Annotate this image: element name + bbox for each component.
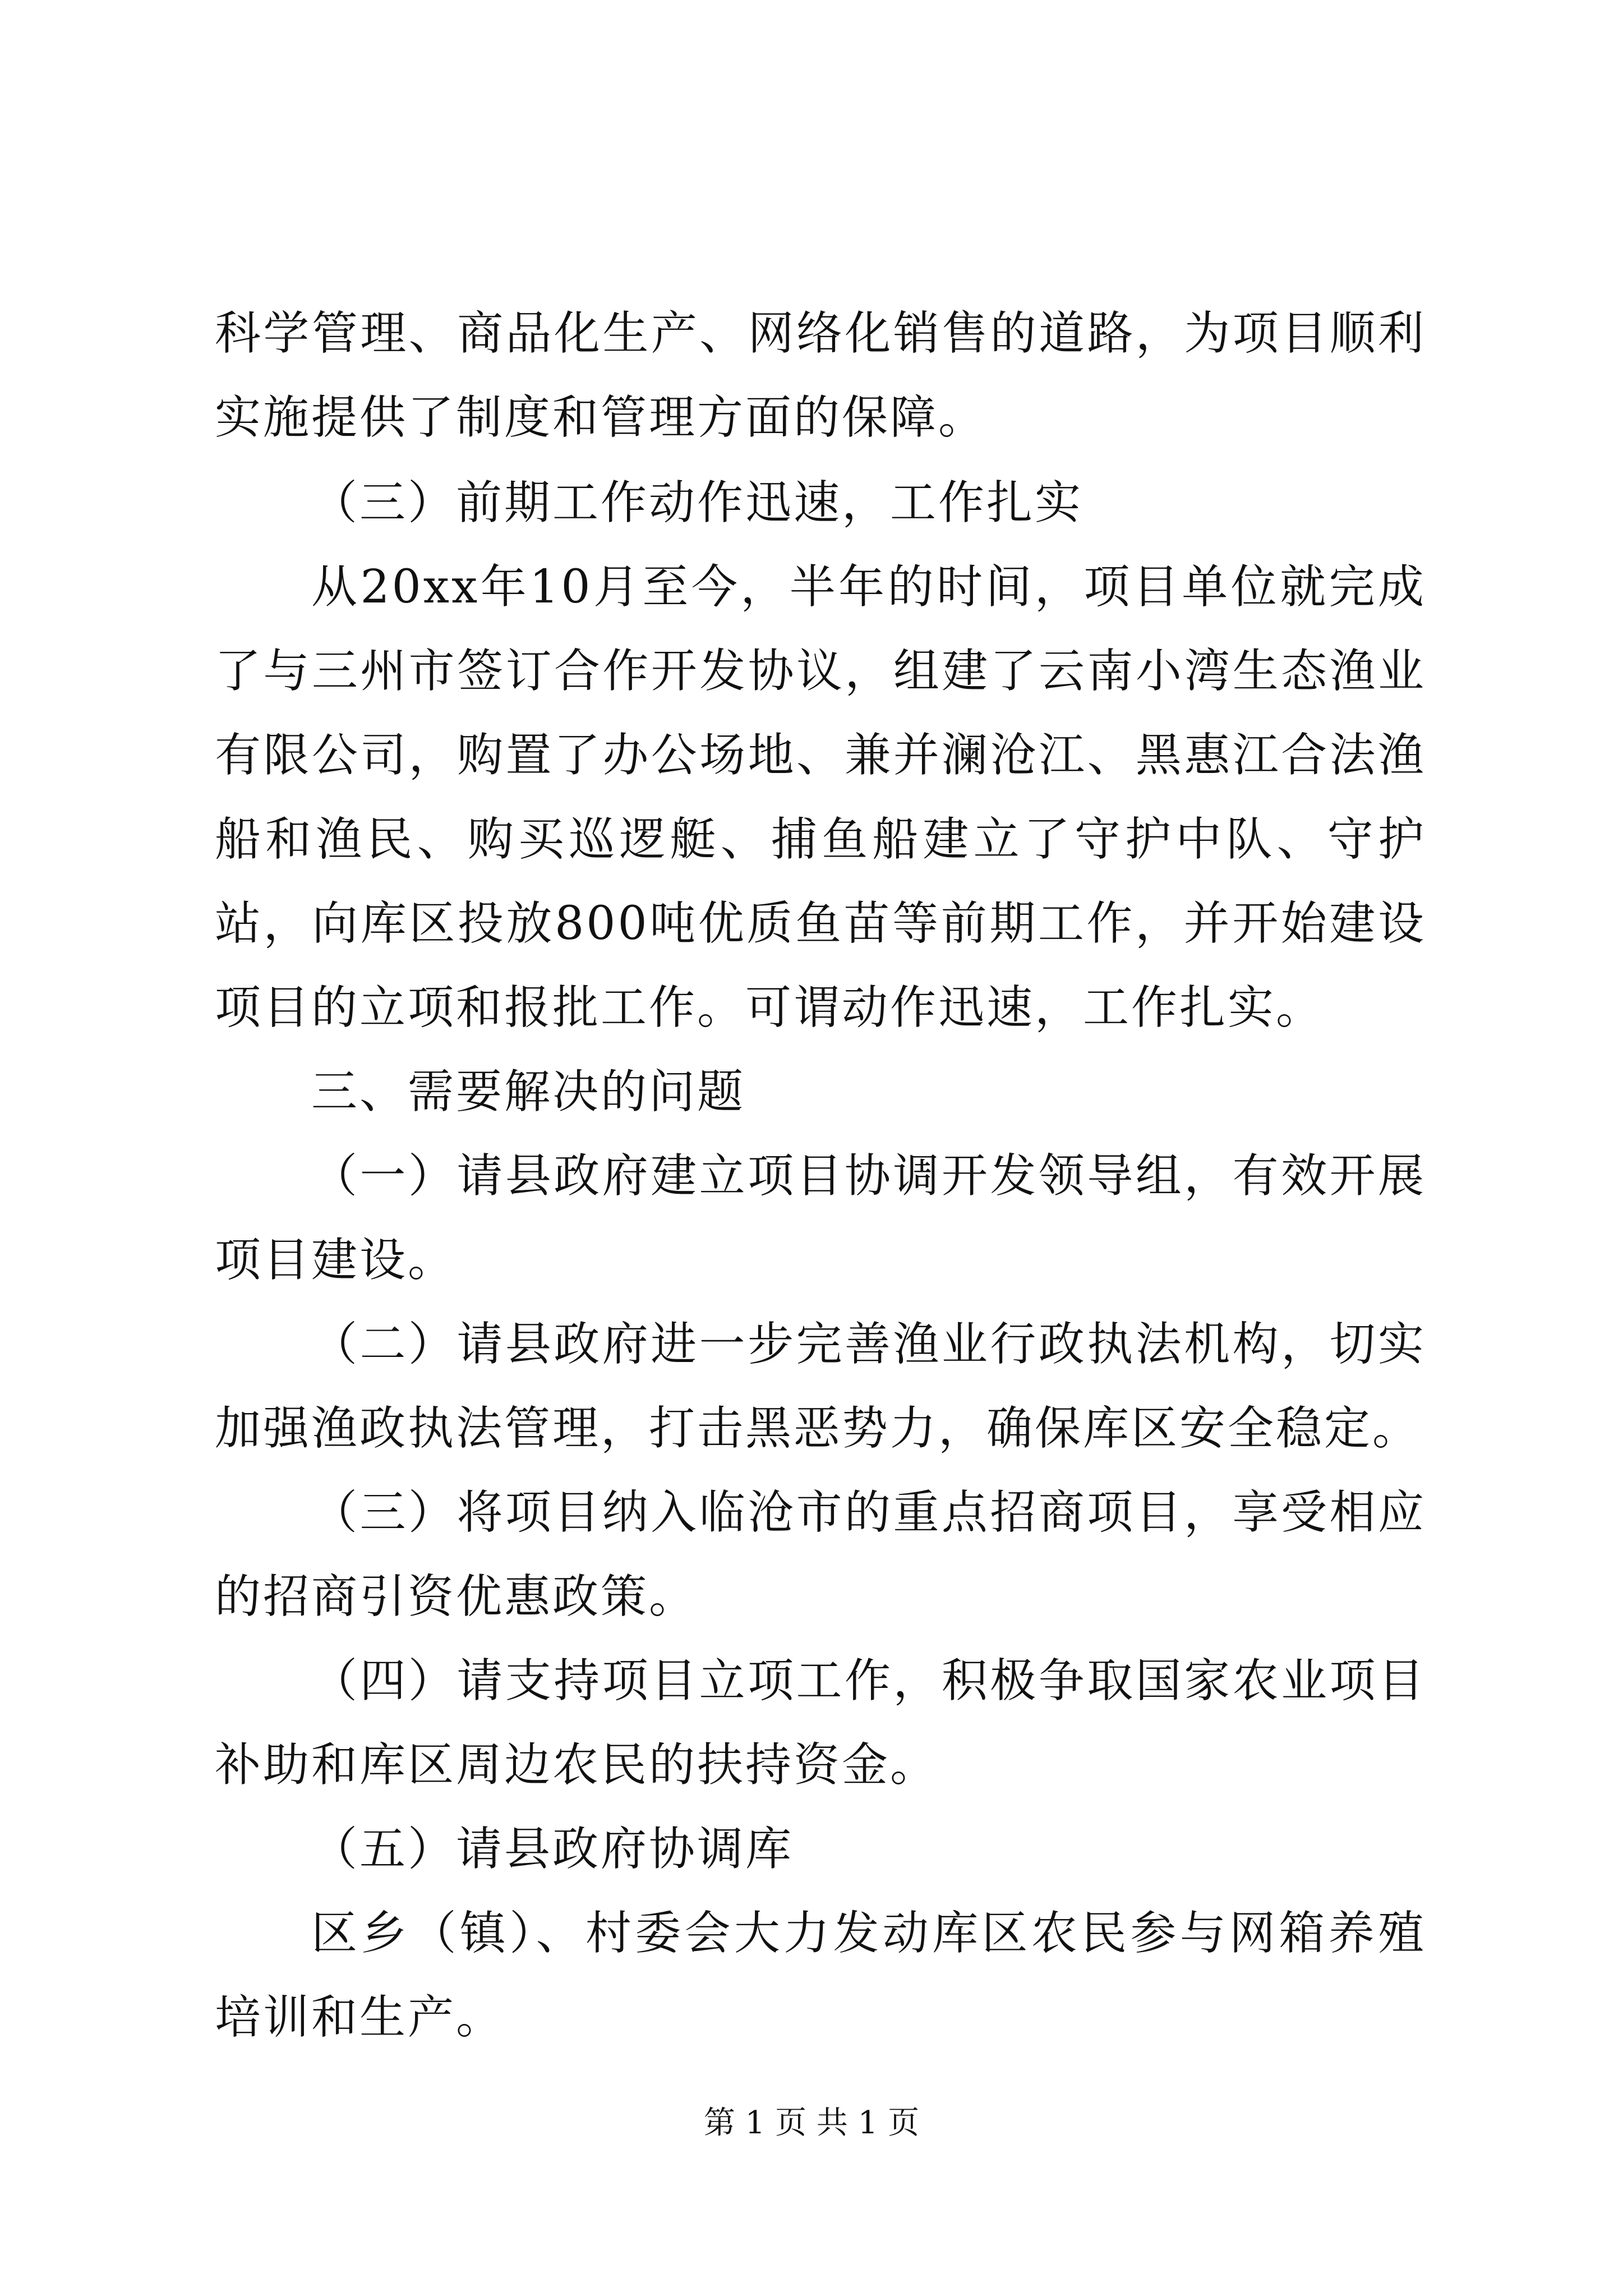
paragraph-progress: 从20xx年10月至今，半年的时间，项目单位就完成了与三州市签订合作开发协议，组建了云南小湾生态渔业有限公司，购置了办公场地、兼并澜沧江、黑惠江合法渔船和渔民、购买巡逻艇、捕鱼船建立了守护中队、守护站，向库区投放800吨优质鱼苗等前期工作，并开始建设项目的立项和报批工作。可谓动作迅速，工作扎实。	[215, 560, 1426, 1034]
problem-item-1: （一）请县政府建立项目协调开发领导组，有效开展项目建设。	[215, 1149, 1426, 1287]
subheading-three: （三）前期工作动作迅速，工作扎实	[311, 476, 1083, 530]
problem-item-5: （五）请县政府协调库	[311, 1823, 794, 1876]
problem-item-4: （四）请支持项目立项工作，积极争取国家农业项目补助和库区周边农民的扶持资金。	[215, 1654, 1426, 1792]
problem-item-2: （二）请县政府进一步完善渔业行政执法机构，切实加强渔政执法管理，打击黑恶势力，确保库区安全稳定。	[215, 1318, 1426, 1455]
page-footer: 第 1 页 共 1 页	[703, 2105, 920, 2141]
problem-item-3: （三）将项目纳入临沧市的重点招商项目，享受相应的招商引资优惠政策。	[215, 1486, 1426, 1623]
problem-item-5-continuation: 区乡（镇）、村委会大力发动库区农民参与网箱养殖培训和生产。	[215, 1907, 1426, 2044]
document-body	[215, 292, 1426, 2060]
section-heading-problems: 三、需要解决的问题	[311, 1065, 746, 1119]
paragraph-continuation: 科学管理、商品化生产、网络化销售的道路，为项目顺利实施提供了制度和管理方面的保障。	[215, 307, 1426, 444]
